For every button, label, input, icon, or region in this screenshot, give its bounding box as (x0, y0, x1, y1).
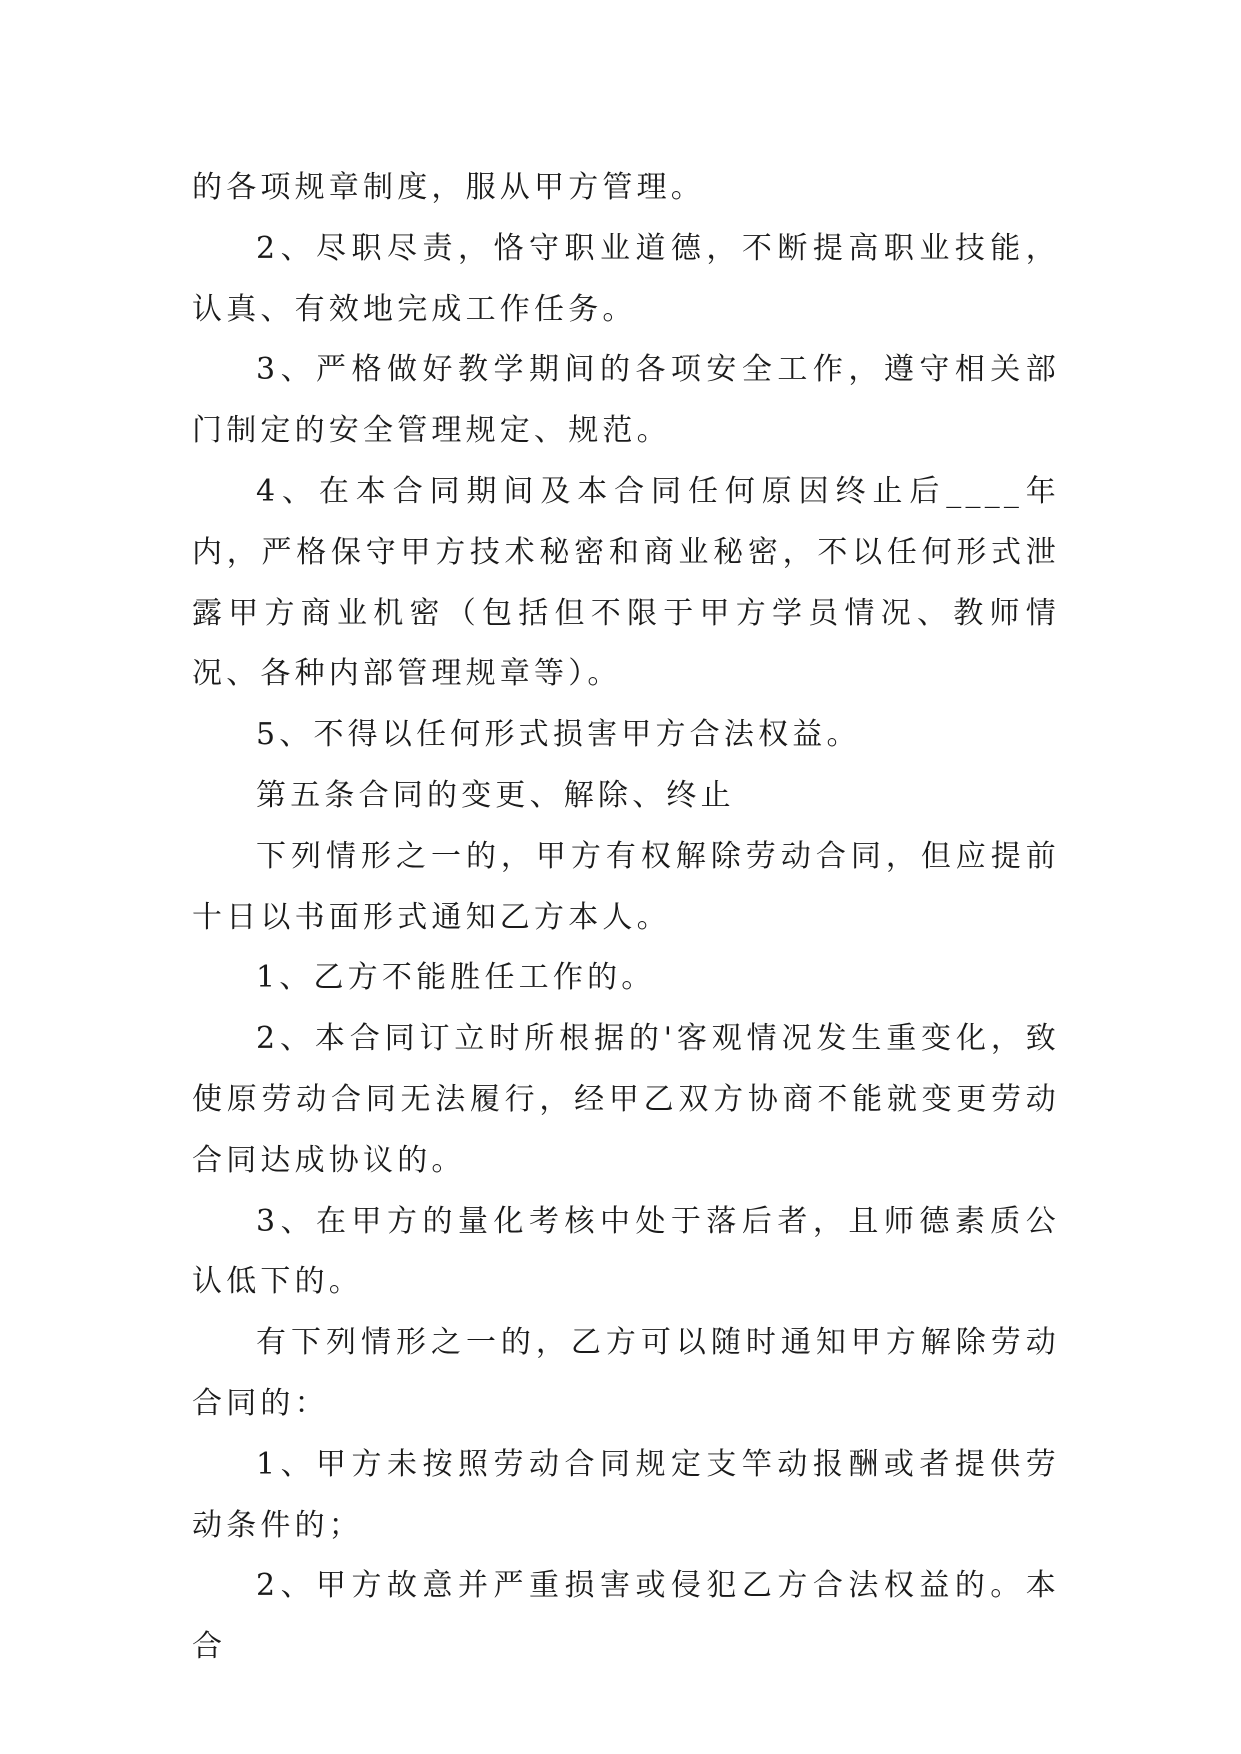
paragraph-party-a-termination: 下列情形之一的，甲方有权解除劳动合同，但应提前十日以书面形式通知乙方本人。 (192, 838, 1060, 935)
paragraph-rules-continuation: 的各项规章制度，服从甲方管理。 (192, 170, 705, 205)
paragraph-duty-2: 2、尽职尽责，恪守职业道德，不断提高职业技能，认真、有效地完成工作任务。 (192, 230, 1060, 327)
paragraph-duty-4: 4、在本合同期间及本合同任何原因终止后____年内，严格保守甲方技术秘密和商业秘密，不以任何形式泄露甲方商业机密（包括但不限于甲方学员情况、教师情况、各种内部管理规章等）。 (192, 473, 1060, 692)
paragraph-duty-3: 3、严格做好教学期间的各项安全工作，遵守相关部门制定的安全管理规定、规范。 (192, 352, 1060, 449)
paragraph-termination-2: 2、本合同订立时所根据的'客观情况发生重变化，致使原劳动合同无法履行，经甲乙双方协商不能就变更劳动合同达成协议的。 (192, 1021, 1060, 1178)
document-body (192, 158, 1060, 1678)
paragraph-duty-5: 5、不得以任何形式损害甲方合法权益。 (256, 717, 861, 753)
paragraph-party-b-1: 1、甲方未按照劳动合同规定支竿动报酬或者提供劳动条件的； (192, 1446, 1060, 1543)
paragraph-party-b-2: 2、甲方故意并严重损害或侵犯乙方合法权益的。本合 (192, 1568, 1060, 1665)
article-5-heading: 第五条合同的变更、解除、终止 (256, 777, 735, 813)
paragraph-termination-1: 1、乙方不能胜任工作的。 (256, 960, 656, 996)
paragraph-termination-3: 3、在甲方的量化考核中处于落后者，且师德素质公认低下的。 (192, 1203, 1060, 1300)
paragraph-party-b-termination: 有下列情形之一的，乙方可以随时通知甲方解除劳动合同的： (192, 1325, 1060, 1421)
